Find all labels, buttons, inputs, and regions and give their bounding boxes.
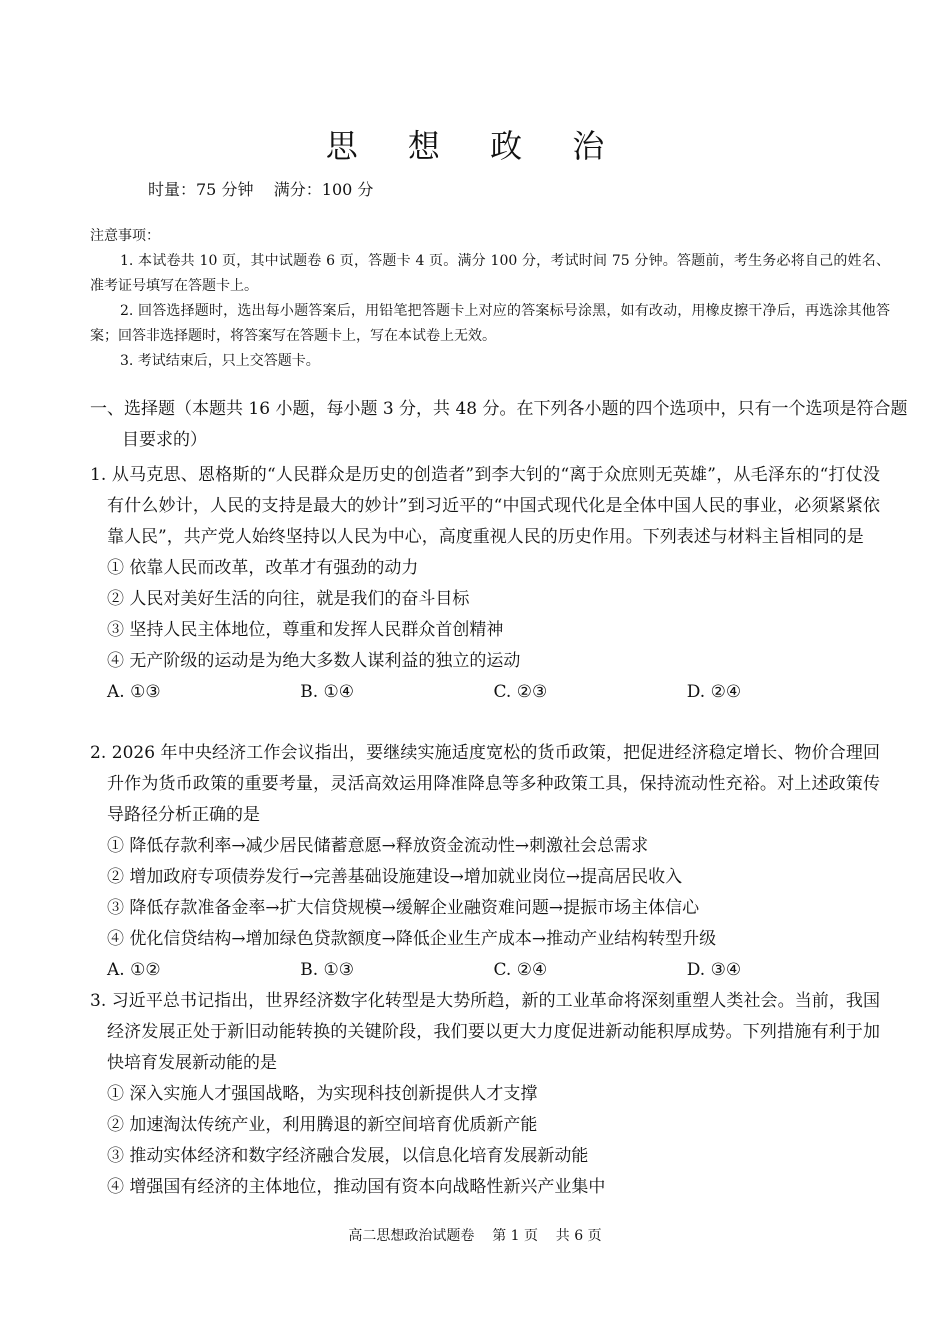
notes-heading: 注意事项： <box>90 228 160 244</box>
option-d: D. ②④ <box>686 682 742 702</box>
question-stem: 3. 习近平总书记指出，世界经济数字化转型是大势所趋，新的工业革命将深刻重塑人类社会。当前，我国经济发展正处于新旧动能转换的关键阶段，我们要以更大力度促进新动能积厚成势。下列措施有利于加快培育发展新动能的是 <box>90 991 880 1073</box>
note-item: 1. 本试卷共 10 页，其中试题卷 6 页，答题卡 4 页。满分 100 分，考试时间 75 分钟。答题前，考生务必将自己的姓名、准考证号填写在答题卡上。 <box>90 253 890 294</box>
exam-meta: 时量：75 分钟 满分：100 分 <box>148 180 374 199</box>
option-d: D. ③④ <box>686 960 742 980</box>
statement-item: ② 增加政府专项债券发行→完善基础设施建设→增加就业岗位→提高居民收入 <box>107 867 683 887</box>
statement-item: ③ 降低存款准备金率→扩大信贷规模→缓解企业融资难问题→提振市场主体信心 <box>107 898 700 918</box>
note-item: 3. 考试结束后，只上交答题卡。 <box>120 353 320 369</box>
note-item: 2. 回答选择题时，选出每小题答案后，用铅笔把答题卡上对应的答案标号涂黑，如有改动，用橡皮擦干净后，再选涂其他答案；回答非选择题时，将答案写在答题卡上，写在本试卷上无效。 <box>90 303 890 344</box>
statement-item: ② 人民对美好生活的向往，就是我们的奋斗目标 <box>107 589 470 609</box>
question-1 <box>90 460 880 708</box>
option-b: B. ①③ <box>300 960 355 980</box>
notes-block <box>90 224 890 374</box>
question-2 <box>90 738 880 986</box>
question-stem: 1. 从马克思、恩格斯的“人民群众是历史的创造者”到李大钊的“离于众庶则无英雄”，从毛泽东的“打仗没有什么妙计，人民的支持是最大的妙计”到习近平的“中国式现代化是全体中国人民的事业，必须紧紧依靠人民”，共产党人始终坚持以人民为中心，高度重视人民的历史作用。下列表述与材料主旨相同的是 <box>90 465 880 547</box>
statement-item: ① 依靠人民而改革，改革才有强劲的动力 <box>107 558 419 578</box>
section-heading: 一、选择题（本题共 16 小题，每小题 3 分，共 48 分。在下列各小题的四个选项中，只有一个选项是符合题目要求的） <box>90 399 908 450</box>
statement-item: ③ 推动实体经济和数字经济融合发展，以信息化培育发展新动能 <box>107 1146 589 1166</box>
statement-item: ① 深入实施人才强国战略，为实现科技创新提供人才支撑 <box>107 1084 538 1104</box>
statement-item: ② 加速淘汰传统产业，利用腾退的新空间培育优质新产能 <box>107 1115 538 1135</box>
page-footer: 高二思想政治试题卷 第 1 页 共 6 页 <box>348 1228 602 1244</box>
answer-options <box>90 677 880 708</box>
statement-item: ③ 坚持人民主体地位，尊重和发挥人民群众首创精神 <box>107 620 504 640</box>
exam-title: 思 想 政 治 <box>325 127 625 165</box>
option-b: B. ①④ <box>300 682 355 702</box>
statement-item: ④ 优化信贷结构→增加绿色贷款额度→降低企业生产成本→推动产业结构转型升级 <box>107 929 717 949</box>
question-stem: 2. 2026 年中央经济工作会议指出，要继续实施适度宽松的货币政策，把促进经济稳定增长、物价合理回升作为货币政策的重要考量，灵活高效运用降准降息等多种政策工具，保持流动性充裕。对上述政策传导路径分析正确的是 <box>90 743 880 825</box>
answer-options <box>90 955 880 986</box>
statement-item: ④ 增强国有经济的主体地位，推动国有资本向战略性新兴产业集中 <box>107 1177 606 1197</box>
option-c: C. ②③ <box>493 682 548 702</box>
option-c: C. ②④ <box>493 960 548 980</box>
option-a: A. ①③ <box>107 682 161 702</box>
option-a: A. ①② <box>107 960 161 980</box>
statement-item: ④ 无产阶级的运动是为绝大多数人谋利益的独立的运动 <box>107 651 521 671</box>
statement-item: ① 降低存款利率→减少居民储蓄意愿→释放资金流动性→刺激社会总需求 <box>107 836 649 856</box>
question-3 <box>90 986 880 1203</box>
